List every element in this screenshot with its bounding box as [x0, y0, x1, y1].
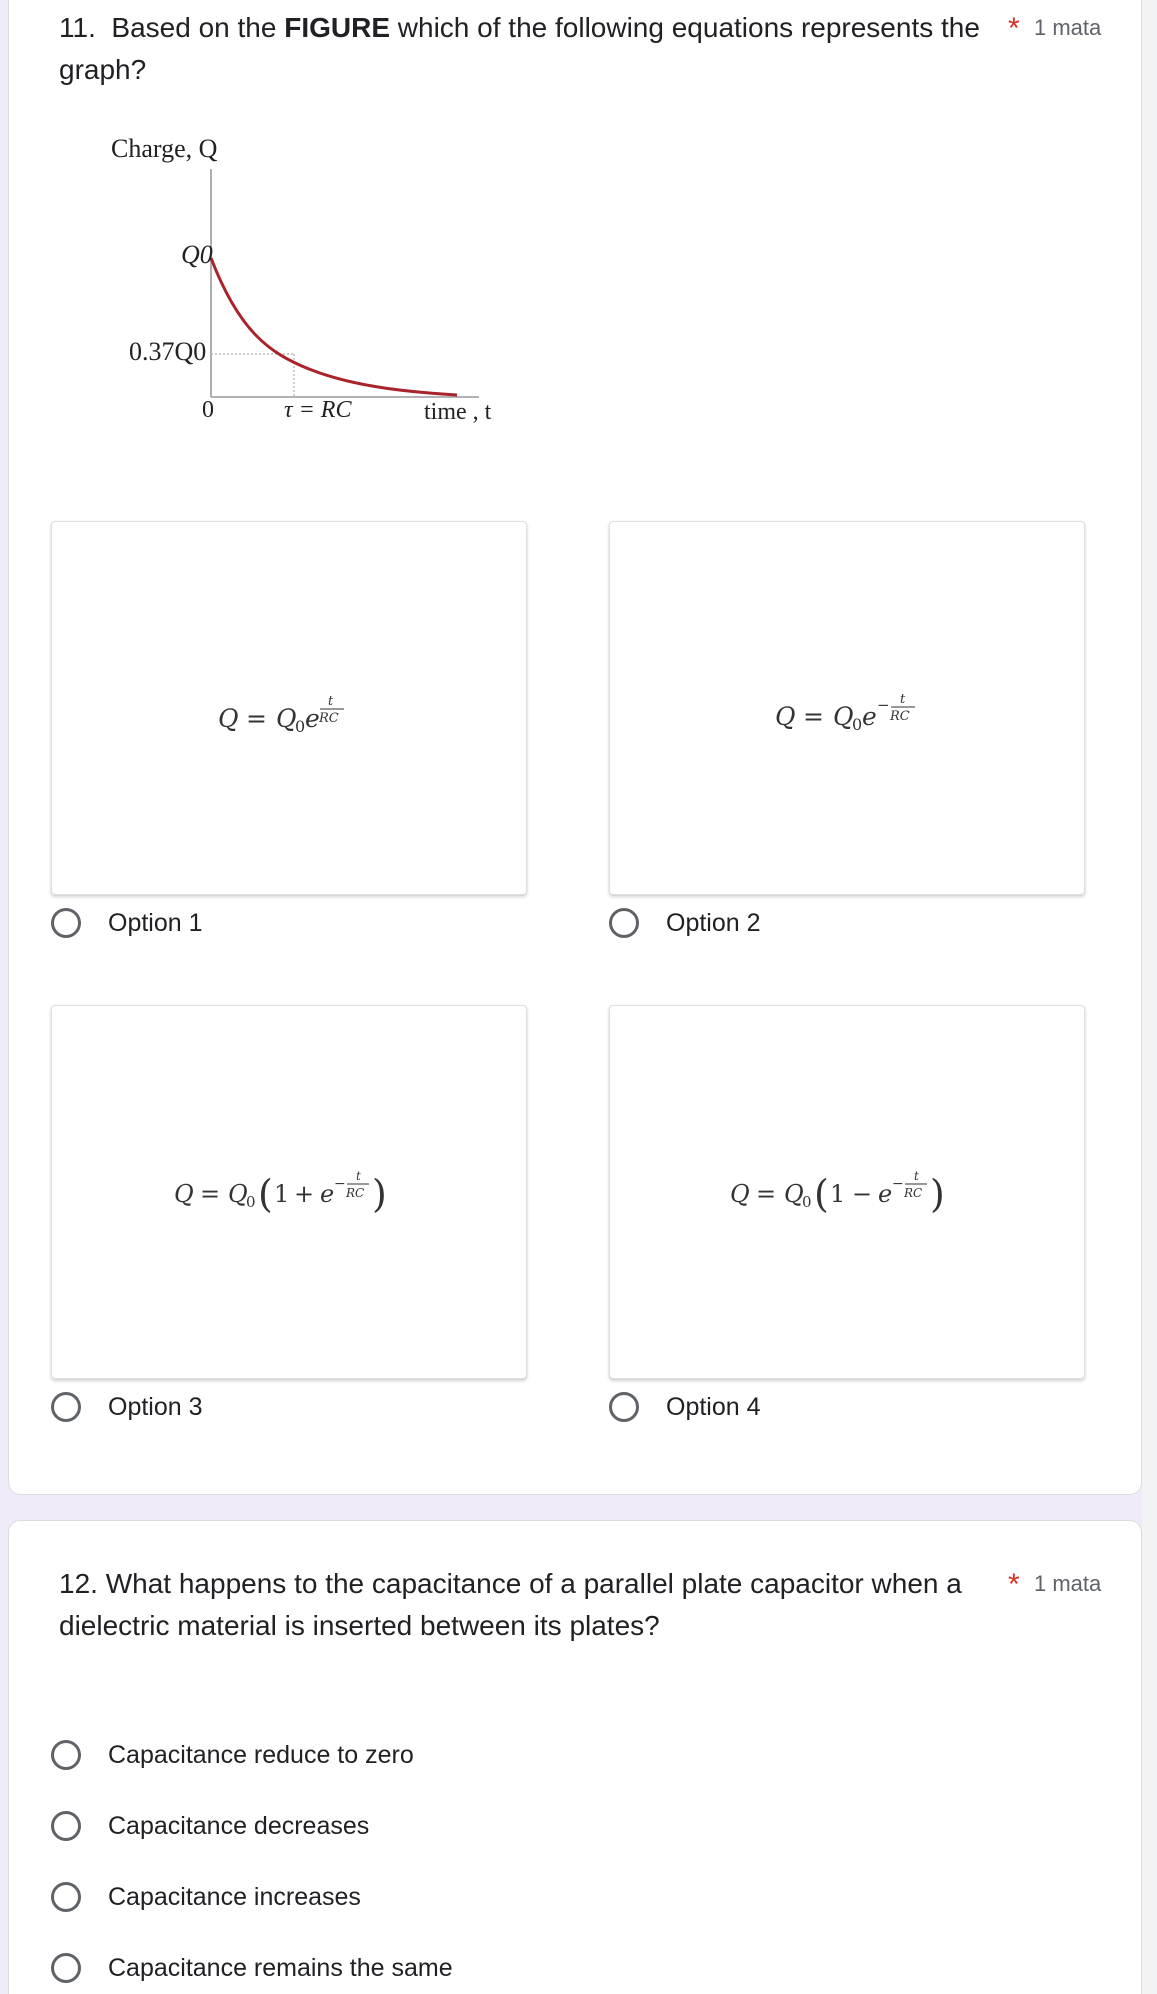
svg-text:−: − — [877, 696, 890, 714]
svg-text:1: 1 — [274, 1180, 290, 1208]
svg-text:0: 0 — [246, 1193, 256, 1211]
x-axis-label: time , t — [424, 399, 492, 425]
option-label: Option 4 — [666, 1392, 761, 1421]
svg-text:e: e — [320, 1180, 335, 1208]
svg-text:RC: RC — [890, 709, 910, 724]
tau-label: τ = RC — [284, 397, 352, 423]
svg-text:Q: Q — [730, 1180, 750, 1208]
choice-row[interactable] — [51, 1806, 369, 1846]
svg-text:1: 1 — [830, 1180, 846, 1208]
option-4-radio-row[interactable] — [609, 1387, 761, 1427]
q037-label: 0.37Q0 — [129, 337, 207, 366]
question-title-12 — [59, 1563, 999, 1647]
points-label: 1 mata — [1034, 1571, 1102, 1596]
svg-text:e: e — [878, 1180, 893, 1208]
question-number: 12. — [59, 1568, 98, 1599]
svg-text:e: e — [305, 704, 320, 733]
svg-text:+: + — [294, 1180, 315, 1208]
charge-time-graph — [99, 121, 519, 441]
svg-text:(: ( — [814, 1172, 829, 1216]
svg-text:t: t — [328, 694, 334, 709]
question-card-11 — [8, 0, 1142, 1495]
svg-text:Q: Q — [833, 702, 854, 731]
option-4-image — [609, 1005, 1085, 1379]
option-3-radio-row[interactable] — [51, 1387, 203, 1427]
option-1-equation — [52, 522, 528, 896]
question-card-12 — [8, 1520, 1142, 1994]
svg-text:): ) — [930, 1172, 945, 1216]
svg-text:=: = — [803, 702, 824, 731]
option-3-equation — [52, 1006, 528, 1380]
q0-label: Q0 — [181, 240, 213, 269]
decay-curve — [211, 258, 457, 395]
choice-row[interactable] — [51, 1877, 361, 1917]
option-1-image — [51, 521, 527, 895]
svg-text:0: 0 — [295, 717, 306, 736]
question-title-11 — [59, 7, 999, 91]
question-number: 11. — [59, 12, 96, 43]
svg-text:RC: RC — [904, 1186, 923, 1200]
svg-text:(: ( — [258, 1172, 273, 1216]
svg-text:e: e — [862, 702, 877, 731]
svg-text:0: 0 — [802, 1193, 812, 1211]
radio-button[interactable] — [609, 1392, 639, 1422]
option-label: Option 2 — [666, 908, 761, 937]
option-2-radio-row[interactable] — [609, 903, 761, 943]
svg-text:Q: Q — [775, 702, 796, 731]
svg-text:−: − — [892, 1176, 904, 1192]
choice-label: Capacitance reduce to zero — [108, 1740, 414, 1769]
svg-text:t: t — [900, 692, 906, 707]
choice-row[interactable] — [51, 1735, 414, 1775]
option-2-image — [609, 521, 1085, 895]
svg-text:): ) — [372, 1172, 387, 1216]
radio-button[interactable] — [51, 1811, 81, 1841]
svg-text:Q: Q — [174, 1180, 194, 1208]
svg-text:RC: RC — [346, 1186, 365, 1200]
option-2-equation — [610, 522, 1086, 896]
option-3-image — [51, 1005, 527, 1379]
choice-row[interactable] — [51, 1948, 453, 1988]
question-text: What happens to the capacitance of a parallel plate capacitor when a dielectric material is inserted between its plates? — [59, 1568, 962, 1641]
svg-text:=: = — [246, 704, 267, 733]
svg-text:t: t — [356, 1169, 361, 1183]
option-1-radio-row[interactable] — [51, 903, 203, 943]
radio-button[interactable] — [609, 908, 639, 938]
choice-label: Capacitance decreases — [108, 1811, 370, 1840]
option-4-equation — [610, 1006, 1086, 1380]
svg-text:RC: RC — [319, 711, 339, 726]
svg-text:=: = — [200, 1180, 221, 1208]
question-text-bold: FIGURE — [284, 12, 391, 43]
question-text-part: which of the following equations represents the graph? — [59, 12, 980, 85]
origin-label: 0 — [202, 397, 214, 423]
radio-button[interactable] — [51, 1882, 81, 1912]
choice-label: Capacitance remains the same — [108, 1953, 453, 1982]
svg-text:t: t — [914, 1169, 919, 1183]
radio-button[interactable] — [51, 1953, 81, 1983]
svg-text:Q: Q — [218, 704, 239, 733]
required-asterisk: * — [1008, 12, 1020, 45]
svg-text:Q: Q — [784, 1180, 804, 1208]
question-text-part: Based on the — [111, 12, 285, 43]
svg-text:−: − — [852, 1180, 873, 1208]
svg-text:=: = — [756, 1180, 777, 1208]
choice-label: Capacitance increases — [108, 1882, 361, 1911]
svg-text:0: 0 — [852, 715, 863, 734]
option-label: Option 1 — [108, 908, 203, 937]
required-asterisk: * — [1008, 1568, 1020, 1601]
svg-text:Q: Q — [276, 704, 297, 733]
svg-text:Q: Q — [228, 1180, 248, 1208]
scrollbar-track[interactable] — [1142, 0, 1157, 1994]
points-label: 1 mata — [1034, 15, 1102, 40]
radio-button[interactable] — [51, 908, 81, 938]
radio-button[interactable] — [51, 1740, 81, 1770]
y-axis-label: Charge, Q — [111, 134, 218, 163]
option-label: Option 3 — [108, 1392, 203, 1421]
svg-text:−: − — [334, 1176, 346, 1192]
radio-button[interactable] — [51, 1392, 81, 1422]
